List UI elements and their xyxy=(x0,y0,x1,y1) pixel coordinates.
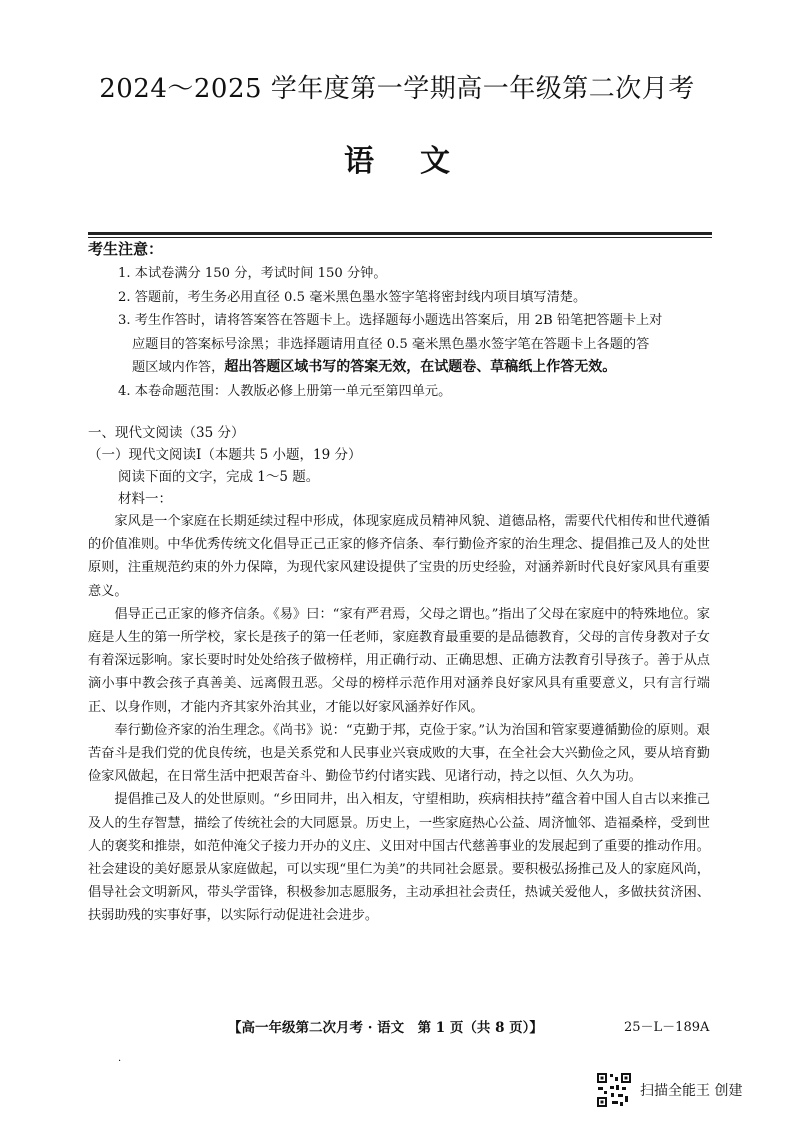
reading-passage xyxy=(88,510,710,928)
divider-thick xyxy=(88,232,712,235)
notice-item-continued: 应题目的答案标号涂黑；非选择题请用直径 0.5 毫米黑色墨水签字笔在答题卡上各题的答 xyxy=(132,336,650,352)
notice-item: 1. 本试卷满分 150 分，考试时间 150 分钟。 xyxy=(118,266,387,281)
notice-item-text: 题区域内作答， xyxy=(132,360,225,375)
passage-paragraph: 奉行勤俭齐家的治生理念。《尚书》说：“克勤于邦，克俭于家。”认为治国和管家要遵循勤俭的原则。艰苦奋斗是我们党的优良传统，也是关系党和人民事业兴衰成败的大事，在全社会大兴勤俭之风，要从培育勤俭家风做起，在日常生活中把艰苦奋斗、勤俭节约付诸实践、见诸行动，持之以恒、久久为功。 xyxy=(88,722,710,785)
passage-paragraph: 倡导正己正家的修齐信条。《易》曰：“家有严君焉，父母之谓也。”指出了父母在家庭中的特殊地位。家庭是人生的第一所学校，家长是孩子的第一任老师，家庭教育最重要的是品德教育，父母的言传身教对子女有着深远影响。家长要时时处处给孩子做榜样，用正确行动、正确思想、正确方法教育引导孩子。善于从点滴小事中教会孩子真善美、远离假丑恶。父母的榜样示范作用对涵养良好家风具有重要意义，只有言行端正、以身作则，才能内齐其家外治其业，才能以好家风涵养好作风。 xyxy=(88,606,710,715)
material-label: 材料一： xyxy=(118,491,172,507)
notice-item: 2. 答题前，考生务必用直径 0.5 毫米黑色墨水签字笔将密封线内项目填写清楚。 xyxy=(118,289,587,305)
notice-item-continued xyxy=(118,356,718,380)
notice-list xyxy=(118,262,718,403)
stray-dot: · xyxy=(118,1056,122,1067)
subject-title: 语文 xyxy=(344,144,496,179)
passage-paragraph: 提倡推己及人的处世原则。“乡田同井，出入相友，守望相助，疾病相扶持”蕴含着中国人自古以来推己及人的生存智慧，描绘了传统社会的大同愿景。历史上，一些家庭热心公益、周济恤邻、造福桑梓，受到世人的褒奖和推崇，如范仲淹父子接力开办的义庄、义田对中国古代慈善事业的发展起到了重要的推动作用。社会建设的美好愿景从家庭做起，可以实现“里仁为美”的共同社会愿景。要积极弘扬推己及人的家庭风尚，倡导社会文明新风，带头学雷锋，积极参加志愿服务，主动承担社会责任，热诚关爱他人，多做扶贫济困、扶弱助残的实事好事，以实际行动促进社会进步。 xyxy=(88,792,710,924)
section-subheading: （一）现代文阅读Ⅰ（本题共 5 小题，19 分） xyxy=(88,447,362,463)
notice-item: 3. 考生作答时，请将答案答在答题卡上。选择题每小题选出答案后，用 2B 铅笔把答题卡上对 xyxy=(118,313,663,328)
page-footer: 【高一年级第二次月考 · 语文 第 1 页（共 8 页）】 xyxy=(228,1020,543,1036)
paper-code: 25－L－189A xyxy=(624,1020,710,1035)
notice-warning: 超出答题区域书写的答案无效，在试题卷、草稿纸上作答无效。 xyxy=(224,359,617,375)
notice-heading: 考生注意： xyxy=(88,240,164,258)
passage-paragraph: 家风是一个家庭在长期延续过程中形成，体现家庭成员精神风貌、道德品格，需要代代相传和世代遵循的价值准则。中华优秀传统文化倡导正己正家的修齐信条、奉行勤俭齐家的治生理念、提倡推己及人的处世原则，注重规范约束的外力保障，为现代家风建设提供了宝贵的历史经验，对涵养新时代良好家风具有重要意义。 xyxy=(88,514,710,599)
divider-thin xyxy=(88,237,712,238)
notice-item: 4. 本卷命题范围：人教版必修上册第一单元至第四单元。 xyxy=(118,383,452,399)
exam-title: 2024～2025 学年度第一学期高一年级第二次月考 xyxy=(99,74,695,104)
scanner-watermark: 扫描全能王 创建 xyxy=(640,1083,743,1099)
section-instruction: 阅读下面的文字，完成 1～5 题。 xyxy=(118,469,320,485)
qr-code-icon xyxy=(596,1072,632,1108)
section-header xyxy=(88,422,361,510)
section-heading: 一、现代文阅读（35 分） xyxy=(88,425,245,441)
